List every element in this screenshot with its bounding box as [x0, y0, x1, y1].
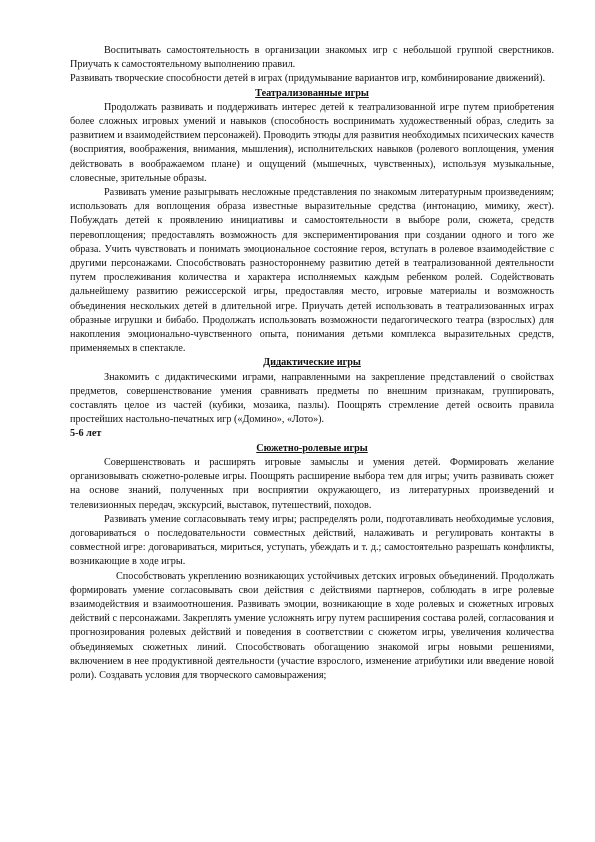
intro-paragraph-2: Развивать творческие способности детей в играх (придумывание вариантов игр, комбинирование движений). [70, 73, 546, 85]
roleplay-paragraph-3: Способствовать укреплению возникающих устойчивых детских игровых объединений. Продолжать формировать умение согласовывать свои действия с действиями партнеров, соблюдать в игре ролевые взаимодействия и взаимоотношения. Развивать эмоции, возникающие в ходе ролевых и сюжетных игровых действий с персонажами. Закреплять умение усложнять игру путем расширения состава ролей, согласования и прогнозирования ролевых действий и поведения в соответствии с сюжетом игры, увеличения количества объединяемых сюжетных линий. Способствовать обогащению знакомой игры новыми решениями, включением в нее продуктивной деятельности (участие взрослого, изменение атрибутики или введение новой роли). Создавать условия для творческого самовыражения; [70, 570, 554, 681]
theatre-paragraph-1: Продолжать развивать и поддерживать интерес детей к театрализованной игре путем приобретения более сложных игровых умений и навыков (способность воспринимать художественный образ, следить за развитием и взаимодействием персонажей). Проводить этюды для развития необходимых психических качеств (восприятия, воображения, внимания, мышления), исполнительских навыков (ролевого воплощения, умения действовать в воображаемом плане) и ощущений (мышечных, чувственных), используя музыкальные, словесные, зрительные образы. [70, 101, 554, 184]
roleplay-paragraph-2: Развивать умение согласовывать тему игры; распределять роли, подготавливать необходимые условия, договариваться о последовательности совместных действий, налаживать и регулировать контакты в совместной игре: договариваться, мириться, уступать, убеждать и т. д.; самостоятельно разрешать конфликты, возникающие в ходе игры. [70, 513, 554, 568]
section-title-roleplay: Сюжетно-ролевые игры [256, 442, 368, 454]
section-title-didactic: Дидактические игры [263, 357, 361, 369]
age-group-heading: 5-6 лет [70, 428, 102, 440]
didactic-paragraph-1: Знакомить с дидактическими играми, направленными на закрепление представлений о свойствах предметов, совершенствование умения сравнивать предметы по внешним признакам, группировать, составлять целое из частей (кубики, мозаика, пазлы). Поощрять стремление детей освоить правила простейших настольно-печатных игр («Домино», «Лото»). [70, 371, 554, 426]
theatre-paragraph-2: Развивать умение разыгрывать несложные представления по знакомым литературным произведениям; использовать для воплощения образа известные выразительные средства (интонацию, мимику, жест). Побуждать детей к проявлению инициативы и самостоятельности в выборе роли, сюжета, средств перевоплощения; предоставлять возможность для экспериментирования при создании одного и того же образа. Учить чувствовать и понимать эмоциональное состояние героя, вступать в ролевое взаимодействие с другими персонажами. Способствовать разностороннему развитию детей в театрализованной деятельности путем прослеживания количества и характера исполняемых каждым ребенком ролей. Содействовать дальнейшему развитию режиссерской игры, предоставляя место, игровые материалы и возможность объединения нескольких детей в длительной игре. Приучать детей использовать в театрализованных играх образные игрушки и бибабо. Продолжать использовать возможности педагогического театра (взрослых) для накопления эмоционально-чувственного опыта, понимания детьми комплекса выразительных средств, применяемых в спектакле. [70, 187, 554, 355]
document-page [70, 44, 554, 683]
section-title-theatre: Театрализованные игры [255, 87, 369, 99]
intro-paragraph-1: Воспитывать самостоятельность в организации знакомых игр с небольшой группой сверстников. Приучать к самостоятельному выполнению правил. [70, 45, 554, 71]
roleplay-paragraph-1: Совершенствовать и расширять игровые замыслы и умения детей. Формировать желание организовывать сюжетно-ролевые игры. Поощрять расширение выбора тем для игры; учить развивать сюжет на основе знаний, полученных при восприятии окружающего, из литературных произведений и телевизионных передач, экскурсий, выставок, путешествий, походов. [70, 456, 554, 511]
